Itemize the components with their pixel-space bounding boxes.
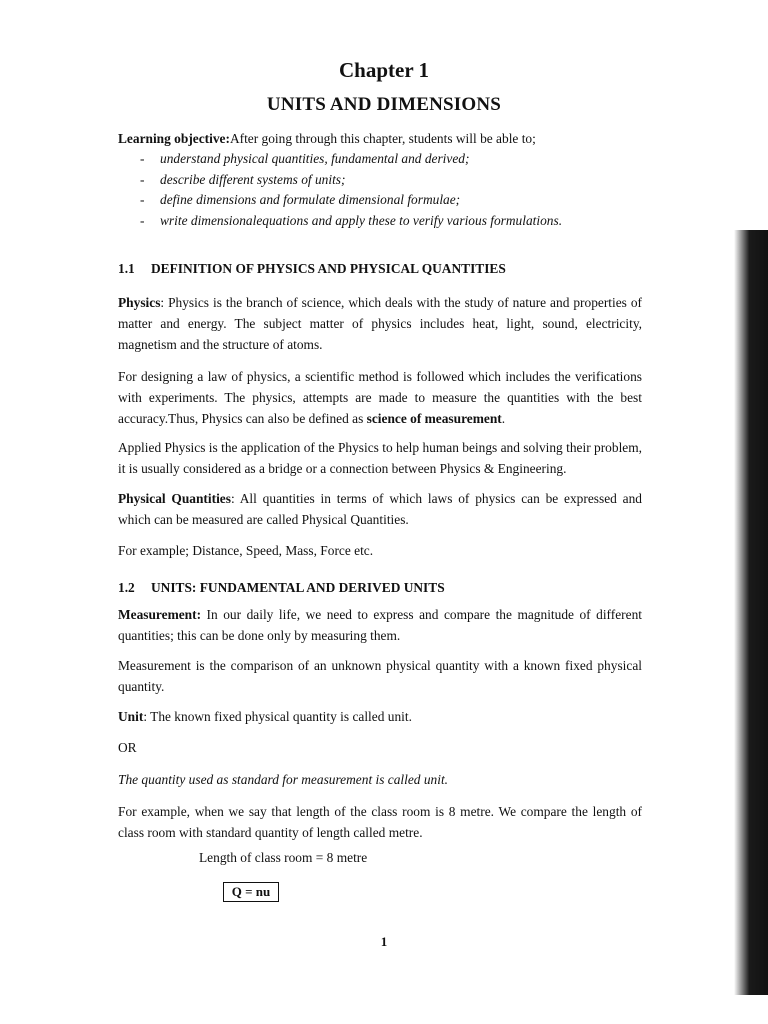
unit-definition-italic: The quantity used as standard for measurement is called unit. (118, 772, 449, 787)
list-item (140, 190, 562, 211)
example-paragraph-2: For example, when we say that length of the class room is 8 metre. We compare the length of class room with standard quantity of length called metre. (118, 804, 642, 840)
comparison-paragraph: Measurement is the comparison of an unknown physical quantity with a known fixed physical quantity. (118, 658, 642, 694)
measurement-text: In our daily life, we need to express and compare the magnitude of different quantities; this can be done only by measuring them. (118, 607, 642, 643)
design-end: . (501, 411, 506, 426)
measurement-paragraph (118, 604, 642, 646)
page-number: 1 (380, 934, 388, 949)
bullet-dash: - (140, 212, 145, 228)
quantities-text: : All quantities in terms of which laws of physics can be expressed and which can be measured are called Physical Quantities. (118, 491, 642, 527)
formula-line: Length of class room = 8 metre (199, 850, 368, 865)
objective-text: define dimensions and formulate dimensional formulae; (160, 192, 461, 207)
or-text: OR (118, 740, 137, 755)
unit-text: : The known fixed physical quantity is called unit. (143, 709, 412, 724)
design-text: For designing a law of physics, a scientific method is followed which includes the verifications with experiments. The physics, attempts are made to measure the quantities with the best accuracy.Thus, Physics can also be defined as (118, 369, 642, 426)
example-paragraph-1: For example; Distance, Speed, Mass, Force etc. (118, 543, 374, 558)
section-heading-2 (118, 580, 445, 596)
physics-text: : Physics is the branch of science, which deals with the study of nature and properties of matter and energy. The subject matter of physics includes heat, light, sound, electricity, magnetism and the structure of atoms. (118, 295, 642, 352)
section-number: 1.2 (118, 580, 135, 595)
list-item (140, 149, 562, 170)
scan-edge-shadow (734, 230, 768, 995)
learning-objective-text: After going through this chapter, students will be able to; (229, 131, 536, 146)
learning-objective-label: Learning objective: (118, 131, 230, 146)
measurement-label: Measurement: (118, 607, 202, 622)
applied-paragraph: Applied Physics is the application of the Physics to help human beings and solving their problem, it is usually considered as a bridge or a connection between Physics & Engineering. (118, 440, 642, 476)
chapter-heading: Chapter 1 (338, 58, 430, 82)
quantities-paragraph (118, 488, 642, 530)
section-title: UNITS: FUNDAMENTAL AND DERIVED UNITS (151, 580, 445, 595)
unit-paragraph (118, 706, 642, 727)
list-item (140, 211, 562, 232)
bullet-dash: - (140, 171, 145, 187)
physics-label: Physics (118, 295, 161, 310)
chapter-title: UNITS AND DIMENSIONS (266, 94, 502, 115)
section-number: 1.1 (118, 261, 135, 276)
boxed-formula: Q = nu (223, 882, 279, 902)
learning-objective (118, 128, 642, 149)
list-item (140, 170, 562, 191)
objective-text: write dimensionalequations and apply these to verify various formulations. (160, 212, 563, 228)
objective-text: understand physical quantities, fundamental and derived; (160, 151, 470, 166)
objective-text: describe different systems of units; (160, 171, 346, 187)
bullet-dash: - (140, 192, 145, 207)
objectives-list (140, 149, 562, 231)
quantities-label: Physical Quantities (118, 491, 231, 506)
design-bold-text: science of measurement (366, 411, 502, 426)
bullet-dash: - (140, 151, 145, 166)
unit-label: Unit (118, 709, 144, 724)
physics-paragraph (118, 292, 642, 355)
section-heading-1 (118, 261, 506, 277)
design-paragraph (118, 366, 642, 429)
section-title: DEFINITION OF PHYSICS AND PHYSICAL QUANTITIES (151, 261, 506, 276)
